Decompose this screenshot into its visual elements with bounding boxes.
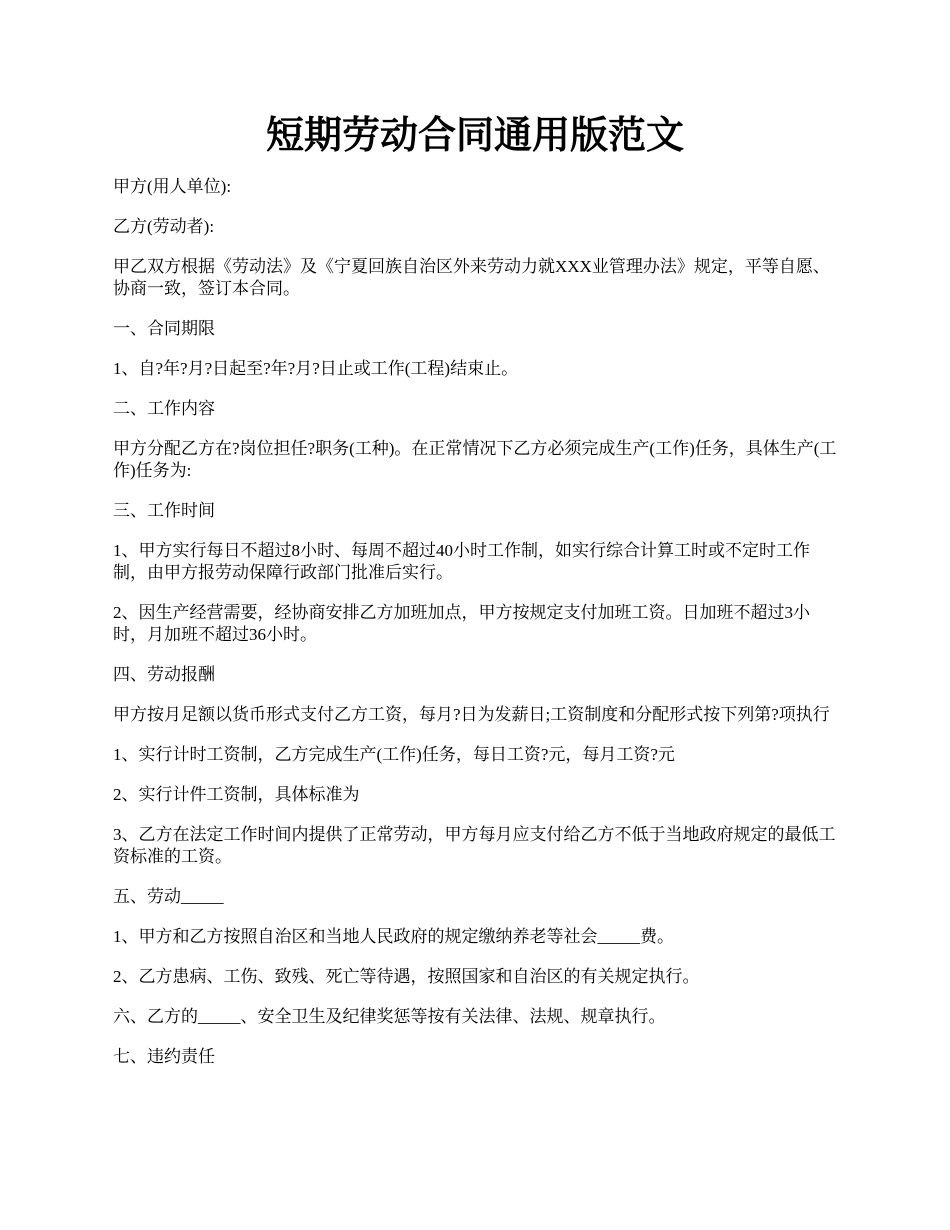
party-a-line: 甲方(用人单位): (113, 177, 232, 196)
section-heading-labor: 五、劳动_____ (113, 887, 224, 906)
labor-clause-1: 1、甲方和乙方按照自治区和当地人民政府的规定缴纳养老等社会_____费。 (113, 927, 674, 946)
term-clause-1: 1、自?年?月?日起至?年?月?日止或工作(工程)结束止。 (113, 359, 519, 378)
remuneration-clause-2: 2、实行计件工资制，具体标准为 (113, 785, 360, 804)
section-heading-remuneration: 四、劳动报酬 (113, 665, 215, 684)
remuneration-paragraph: 甲方按月足额以货币形式支付乙方工资，每月?日为发薪日;工资制度和分配形式按下列第?项执行 (113, 705, 830, 724)
work-content-paragraph: 甲方分配乙方在?岗位担任?职务(工种)。在正常情况下乙方必须完成生产(工作)任务，具体生产(工作)任务为: (113, 439, 837, 480)
document-body (113, 176, 837, 1086)
work-hours-clause-1: 1、甲方实行每日不超过8小时、每周不超过40小时工作制，如实行综合计算工时或不定时工作制，由甲方报劳动保障行政部门批准后实行。 (113, 541, 810, 582)
document-title: 短期劳动合同通用版范文 (265, 112, 684, 157)
section-heading-work-hours: 三、工作时间 (113, 501, 215, 520)
preamble-paragraph: 甲乙双方根据《劳动法》及《宁夏回族自治区外来劳动力就XXX业管理办法》规定，平等自愿、协商一致，签订本合同。 (113, 257, 830, 298)
remuneration-clause-1: 1、实行计时工资制，乙方完成生产(工作)任务，每日工资?元，每月工资?元 (113, 745, 675, 764)
work-hours-clause-2: 2、因生产经营需要，经协商安排乙方加班加点，甲方按规定支付加班工资。日加班不超过3小时，月加班不超过36小时。 (113, 603, 810, 644)
section-heading-term: 一、合同期限 (113, 319, 215, 338)
section-heading-discipline: 六、乙方的_____、安全卫生及纪律奖惩等按有关法律、法规、规章执行。 (113, 1007, 666, 1026)
section-heading-liability: 七、违约责任 (113, 1047, 215, 1066)
section-heading-work-content: 二、工作内容 (113, 399, 215, 418)
remuneration-clause-3: 3、乙方在法定工作时间内提供了正常劳动，甲方每月应支付给乙方不低于当地政府规定的最低工资标准的工资。 (113, 825, 836, 866)
party-b-line: 乙方(劳动者): (113, 217, 215, 236)
labor-clause-2: 2、乙方患病、工伤、致残、死亡等待遇，按照国家和自治区的有关规定执行。 (113, 967, 700, 986)
